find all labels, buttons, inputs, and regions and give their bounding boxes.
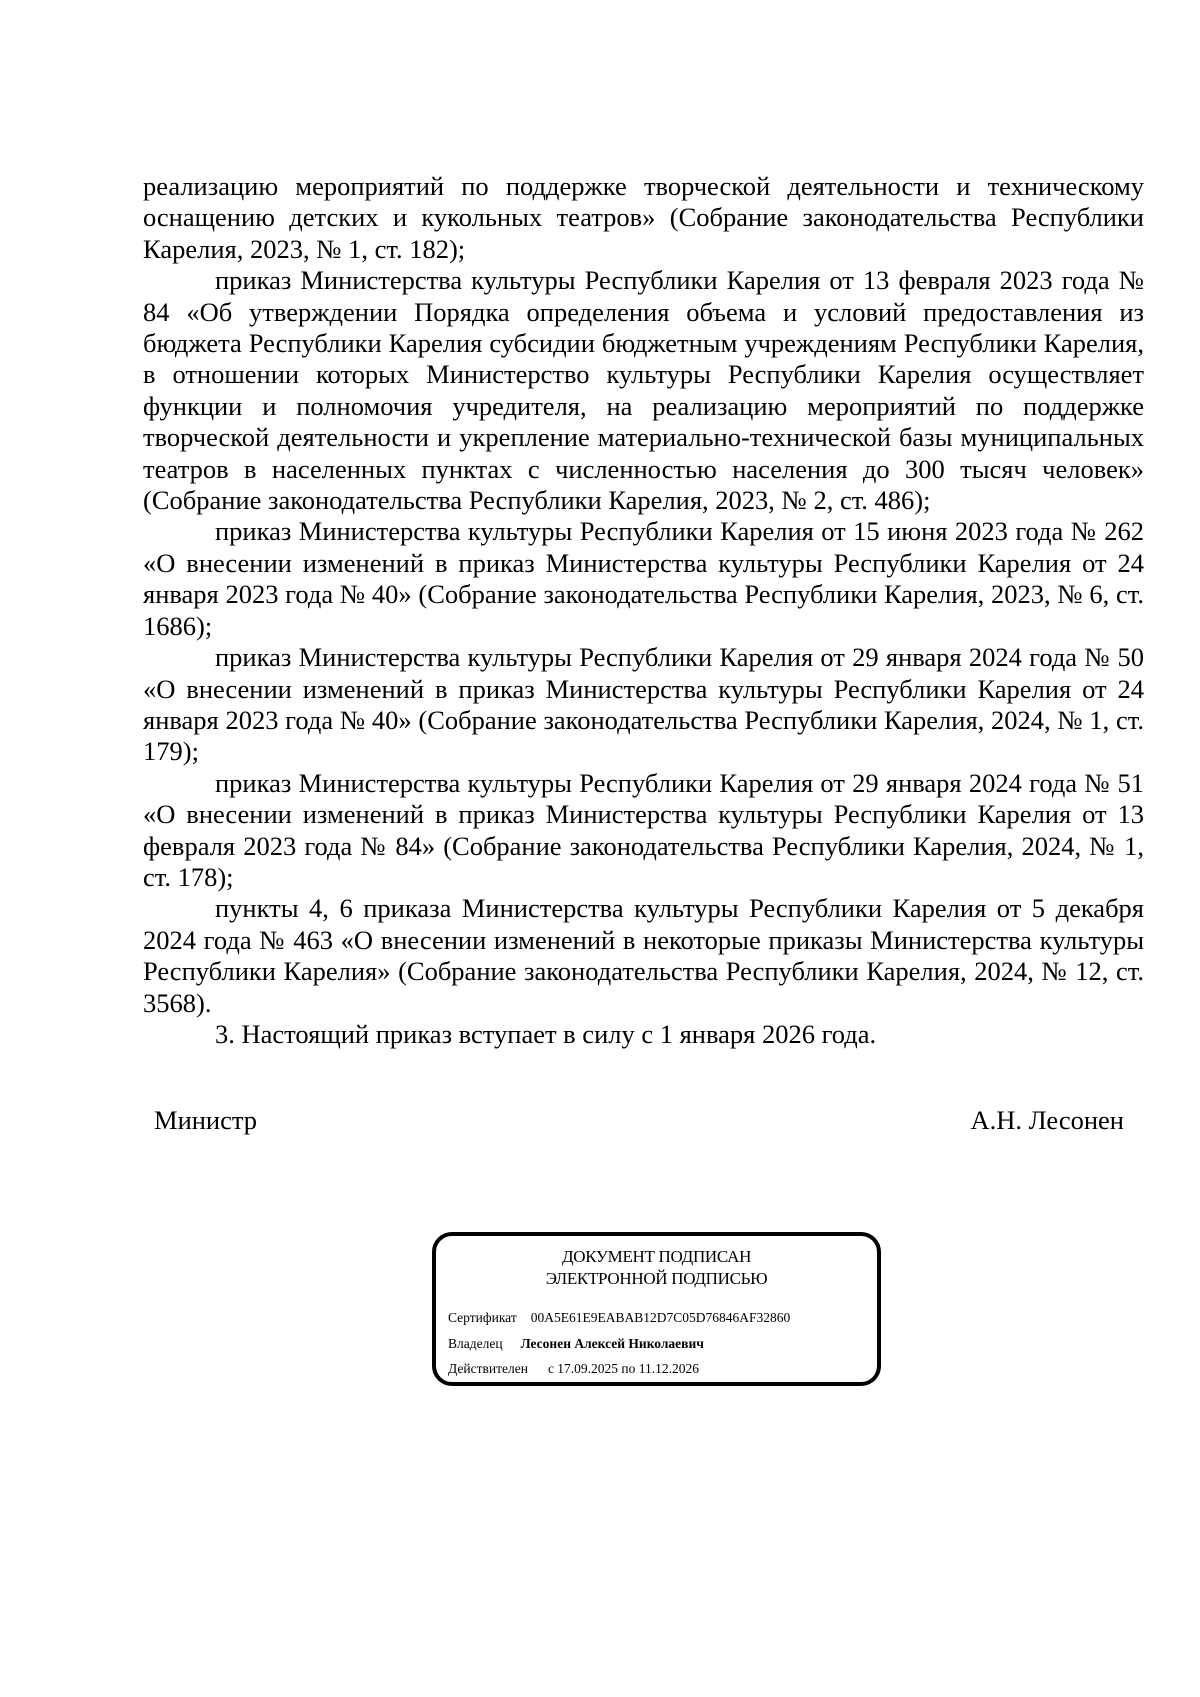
stamp-certificate-value: 00A5E61E9EABAB12D7C05D76846AF32860	[530, 1310, 791, 1325]
signatory-name: А.Н. Лесонен	[970, 1105, 1124, 1135]
paragraph-effective-date: 3. Настоящий приказ вступает в силу с 1 января 2026 года.	[215, 1018, 877, 1049]
stamp-owner-value: Лесонен Алексей Николаевич	[520, 1336, 704, 1351]
electronic-signature-stamp	[432, 1232, 881, 1386]
paragraph-continuation: реализацию мероприятий по поддержке творческой деятельности и техническому оснащению детских и кукольных театров» (Собрание законодательства Республики Карелия, 2023, № 1, ст. 182);	[143, 171, 1144, 264]
stamp-certificate-row	[448, 1309, 790, 1327]
paragraph-order-50: приказ Министерства культуры Республики Карелия от 29 января 2024 года № 50 «О внесении изменений в приказ Министерства культуры Республики Карелия от 24 января 2023 года № 40» (Собрание законодательства Республики Карелия, 2024, № 1, ст. 179);	[143, 642, 1144, 767]
paragraph-order-463: пункты 4, 6 приказа Министерства культуры Республики Карелия от 5 декабря 2024 года № 463 «О внесении изменений в некоторые приказы Министерства культуры Республики Карелия» (Собрание законодательства Республики Карелия, 2024, № 12, ст. 3568).	[143, 893, 1144, 1018]
stamp-title-line1: ДОКУМЕНТ ПОДПИСАН	[561, 1247, 752, 1266]
stamp-validity-row	[448, 1360, 699, 1378]
signatory-role: Министр	[154, 1105, 258, 1135]
stamp-owner-row	[448, 1335, 704, 1353]
stamp-validity-value: с 17.09.2025 по 11.12.2026	[547, 1361, 700, 1376]
paragraph-order-262: приказ Министерства культуры Республики Карелия от 15 июня 2023 года № 262 «О внесении изменений в приказ Министерства культуры Республики Карелия от 24 января 2023 года № 40» (Собрание законодательства Республики Карелия, 2023, № 6, ст. 1686);	[143, 516, 1144, 641]
stamp-certificate-label: Сертификат	[448, 1310, 517, 1325]
stamp-validity-label: Действителен	[448, 1361, 528, 1376]
stamp-title-line2: ЭЛЕКТРОННОЙ ПОДПИСЬЮ	[545, 1269, 768, 1288]
paragraph-order-84: приказ Министерства культуры Республики Карелия от 13 февраля 2023 года № 84 «Об утверждении Порядка определения объема и условий предоставления из бюджета Республики Карелия субсидии бюджетным учреждениям Республики Карелия, в отношении которых Министерство культуры Республики Карелия осуществляет функции и полномочия учредителя, на реализацию мероприятий по поддержке творческой деятельности и укрепление материально-технической базы муниципальных театров в населенных пунктах с численностью населения до 300 тысяч человек» (Собрание законодательства Республики Карелия, 2023, № 2, ст. 486);	[143, 265, 1144, 516]
paragraph-order-51: приказ Министерства культуры Республики Карелия от 29 января 2024 года № 51 «О внесении изменений в приказ Министерства культуры Республики Карелия от 13 февраля 2023 года № 84» (Собрание законодательства Республики Карелия, 2024, № 1, ст. 178);	[143, 767, 1144, 892]
stamp-owner-label: Владелец	[448, 1336, 503, 1351]
document-body	[143, 171, 1144, 1050]
signature-block	[154, 1102, 1124, 1138]
